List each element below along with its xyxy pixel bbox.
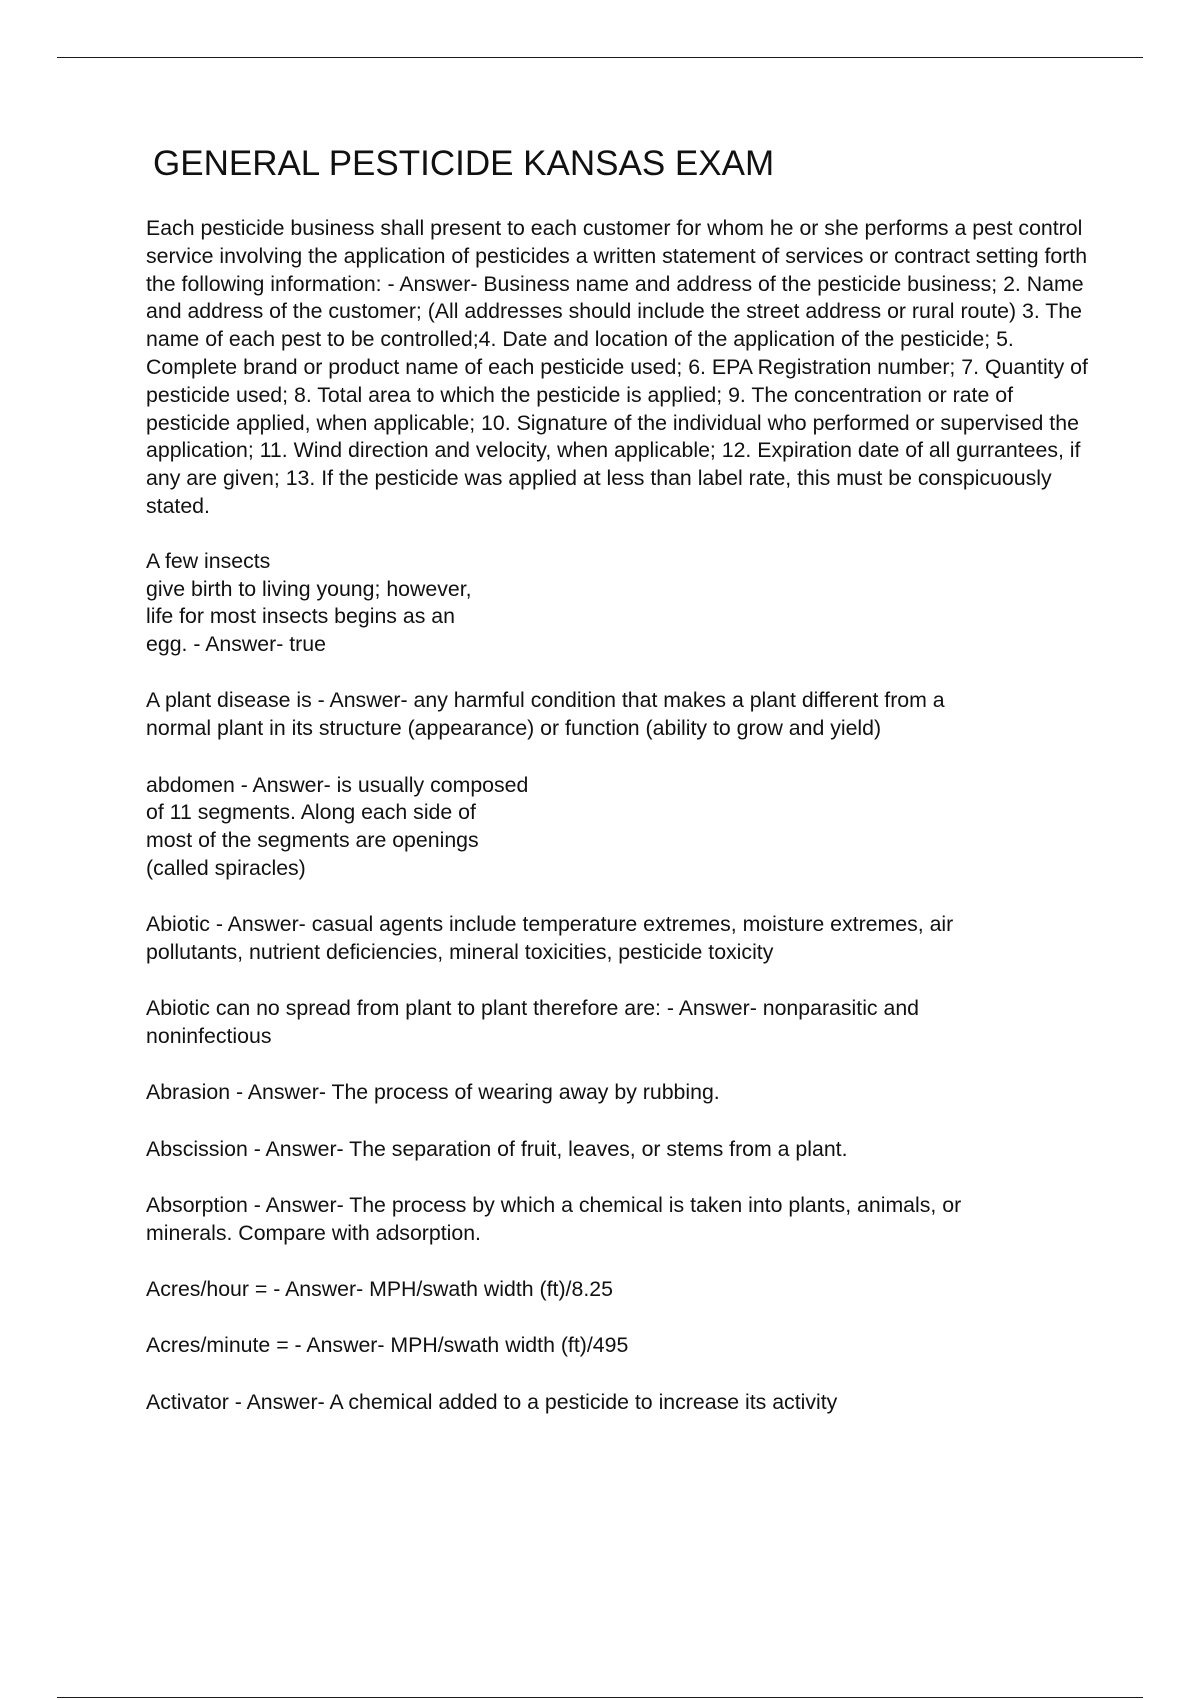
document-body [146,215,1091,1445]
qa-entry-acres-per-minute: Acres/minute = - Answer- MPH/swath width (ft)/495 [146,1333,629,1358]
qa-entry-abdomen: abdomen - Answer- is usually composed of 11 segments. Along each side of most of the segments are openings (called spiracles) [146,772,529,880]
qa-entry-abrasion: Abrasion - Answer- The process of wearing away by rubbing. [146,1080,720,1105]
qa-entry-absorption: Absorption - Answer- The process by which a chemical is taken into plants, animals, or minerals. Compare with adsorption. [146,1193,962,1245]
qa-entry-business-statement: Each pesticide business shall present to each customer for whom he or she performs a pest control service involving the application of pesticides a written statement of services or contract setting forth the following information: - Answer- Business name and address of the pesticide business; 2. Name and address of the customer; (All addresses should include the street address or rural route) 3. The name of each pest to be controlled;4. Date and location of the application of the pesticide; 5. Complete brand or product name of each pesticide used; 6. EPA Registration number; 7. Quantity of pesticide used; 8. Total area to which the pesticide is applied; 9. The concentration or rate of pesticide applied, when applicable; 10. Signature of the individual who performed or supervised the application; 11. Wind direction and velocity, when applicable; 12. Expiration date of all gurrantees, if any are given; 13. If the pesticide was applied at less than label rate, this must be conspicuously stated. [146,216,1088,518]
page-title: GENERAL PESTICIDE KANSAS EXAM [153,144,775,183]
qa-entry-abiotic-spread: Abiotic can no spread from plant to plant therefore are: - Answer- nonparasitic and noninfectious [146,996,920,1049]
qa-entry-insects-living-young: A few insects give birth to living young; however, life for most insects begins as an egg. - Answer- true [146,548,472,657]
qa-entry-abiotic: Abiotic - Answer- casual agents include temperature extremes, moisture extremes, air pollutants, nutrient deficiencies, mineral toxicities, pesticide toxicity [146,912,954,965]
header-rule [57,57,1143,58]
qa-entry-abscission: Abscission - Answer- The separation of fruit, leaves, or stems from a plant. [146,1136,848,1161]
qa-entry-plant-disease: A plant disease is - Answer- any harmful condition that makes a plant different from a normal plant in its structure (appearance) or function (ability to grow and yield) [146,688,945,741]
qa-entry-acres-per-hour: Acres/hour = - Answer- MPH/swath width (ft)/8.25 [146,1277,613,1302]
qa-entry-activator: Activator - Answer- A chemical added to a pesticide to increase its activity [146,1389,838,1414]
footer-rule [57,1697,1143,1698]
